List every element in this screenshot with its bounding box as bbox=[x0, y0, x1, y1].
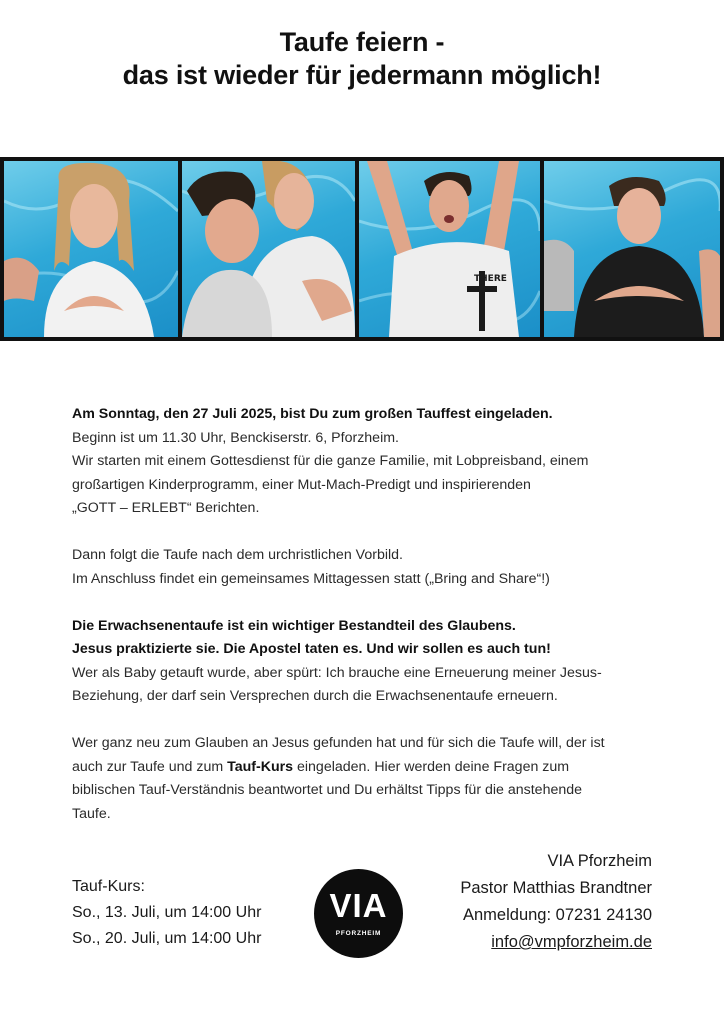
title-line-1: Taufe feiern - bbox=[279, 27, 445, 57]
text-line: Im Anschluss findet ein gemeinsames Mittagessen statt („Bring and Share“!) bbox=[72, 570, 550, 587]
invitation-text bbox=[72, 403, 652, 826]
text-line: Wer als Baby getauft wurde, aber spürt: Ich brauche eine Erneuerung meiner Jesus- bbox=[72, 664, 602, 681]
photo-man-hands-on-chest bbox=[544, 161, 720, 337]
title-line-2: das ist wieder für jedermann möglich! bbox=[122, 60, 602, 90]
contact-pastor: Pastor Matthias Brandtner bbox=[460, 879, 652, 897]
course-date-2: So., 20. Juli, um 14:00 Uhr bbox=[72, 930, 262, 947]
event-headline: Am Sonntag, den 27 Juli 2025, bist Du zum großen Tauffest eingeladen. bbox=[72, 406, 553, 422]
tauf-kurs-emphasis: Tauf-Kurs bbox=[227, 758, 294, 775]
text-line: Wir starten mit einem Gottesdienst für die ganze Familie, mit Lobpreisband, einem bbox=[72, 453, 589, 469]
text-line bbox=[72, 756, 652, 780]
emphasis-line: Die Erwachsenentaufe ist ein wichtiger Bestandteil des Glaubens. bbox=[72, 617, 516, 634]
course-label: Tauf-Kurs: bbox=[72, 878, 145, 895]
text-span: auch zur Taufe und zum bbox=[72, 758, 228, 775]
text-line: Taufe. bbox=[72, 805, 111, 822]
contact-phone: Anmeldung: 07231 24130 bbox=[463, 906, 652, 924]
text-span: eingeladen. Hier werden deine Fragen zum bbox=[293, 758, 570, 775]
course-dates bbox=[72, 874, 261, 952]
logo-subtitle: PFORZHEIM bbox=[335, 930, 382, 937]
text-line: großartigen Kinderprogramm, einer Mut-Mach-Predigt und inspirierenden bbox=[72, 476, 531, 493]
via-logo bbox=[314, 869, 403, 958]
text-line: Dann folgt die Taufe nach dem urchristlichen Vorbild. bbox=[72, 547, 403, 563]
text-line: „GOTT – ERLEBT“ Berichten. bbox=[72, 500, 260, 516]
course-date-1: So., 13. Juli, um 14:00 Uhr bbox=[72, 904, 262, 921]
text-line: Wer ganz neu zum Glauben an Jesus gefunden hat und für sich die Taufe will, der ist bbox=[72, 735, 605, 751]
text-line: Beziehung, der darf sein Versprechen durch die Erwachsenentaufe erneuern. bbox=[72, 688, 558, 704]
page-title bbox=[0, 26, 724, 92]
shirt-text: THERE bbox=[474, 274, 507, 284]
photo-two-men-hugging bbox=[182, 161, 355, 337]
contact-email-link[interactable]: info@vmpforzheim.de bbox=[491, 933, 652, 951]
event-time-location: Beginn ist um 11.30 Uhr, Benckiserstr. 6, Pforzheim. bbox=[72, 429, 399, 446]
photo-strip bbox=[0, 157, 724, 341]
text-line: biblischen Tauf-Verständnis beantwortet und Du erhältst Tipps für die anstehende bbox=[72, 782, 583, 798]
emphasis-line: Jesus praktizierte sie. Die Apostel taten es. Und wir sollen es auch tun! bbox=[72, 641, 551, 657]
contact-org: VIA Pforzheim bbox=[547, 852, 652, 870]
photo-woman-smiling bbox=[4, 161, 178, 337]
contact-block bbox=[460, 848, 652, 956]
photo-man-arms-raised bbox=[359, 161, 540, 337]
logo-wordmark: VIA bbox=[329, 887, 388, 924]
